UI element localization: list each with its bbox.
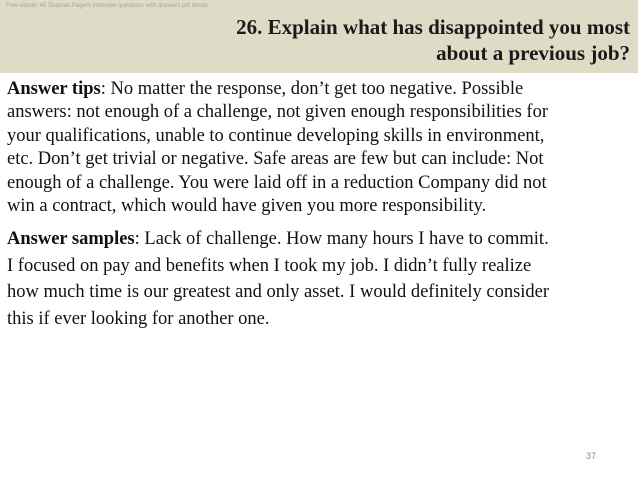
- answer-samples-line-2: I focused on pay and benefits when I took my job. I didn’t fully realize: [7, 255, 532, 276]
- answer-tips-line-2: answers: not enough of a challenge, not given enough responsibilities for: [7, 102, 548, 123]
- question-title: [110, 14, 630, 66]
- answer-samples-line-4: this if ever looking for another one.: [7, 308, 270, 329]
- answer-tips-paragraph: [7, 78, 633, 218]
- watermark-text: Free ebook: 45 Seaman Pagers interview questions with answers pdf ebook: [6, 3, 209, 9]
- answer-tips-line-6: win a contract, which would have given you more responsibility.: [7, 196, 487, 217]
- answer-samples-line-1: [7, 226, 633, 253]
- slide-header: [0, 0, 638, 73]
- answer-samples-paragraph: [7, 226, 633, 332]
- slide-body: [7, 78, 633, 332]
- answer-tips-text: : No matter the response, don’t get too negative. Possible: [100, 79, 524, 99]
- question-title-line-1: 26. Explain what has disappointed you most: [236, 15, 630, 39]
- answer-tips-label: Answer tips: [7, 79, 101, 99]
- page-number: 37: [586, 451, 597, 461]
- answer-samples-line-3: how much time is our greatest and only asset. I would definitely consider: [7, 282, 550, 303]
- answer-samples-text: : Lack of challenge. How many hours I have to commit.: [134, 229, 549, 250]
- answer-samples-label: Answer samples: [7, 229, 135, 250]
- answer-tips-line-5: enough of a challenge. You were laid off in a reduction Company did not: [7, 172, 547, 193]
- answer-tips-line-4: etc. Don’t get trivial or negative. Safe areas are few but can include: Not: [7, 149, 544, 170]
- question-title-line-2: about a previous job?: [436, 41, 630, 65]
- answer-tips-line-3: your qualifications, unable to continue developing skills in environment,: [7, 125, 545, 146]
- answer-tips-line-1: [7, 78, 633, 101]
